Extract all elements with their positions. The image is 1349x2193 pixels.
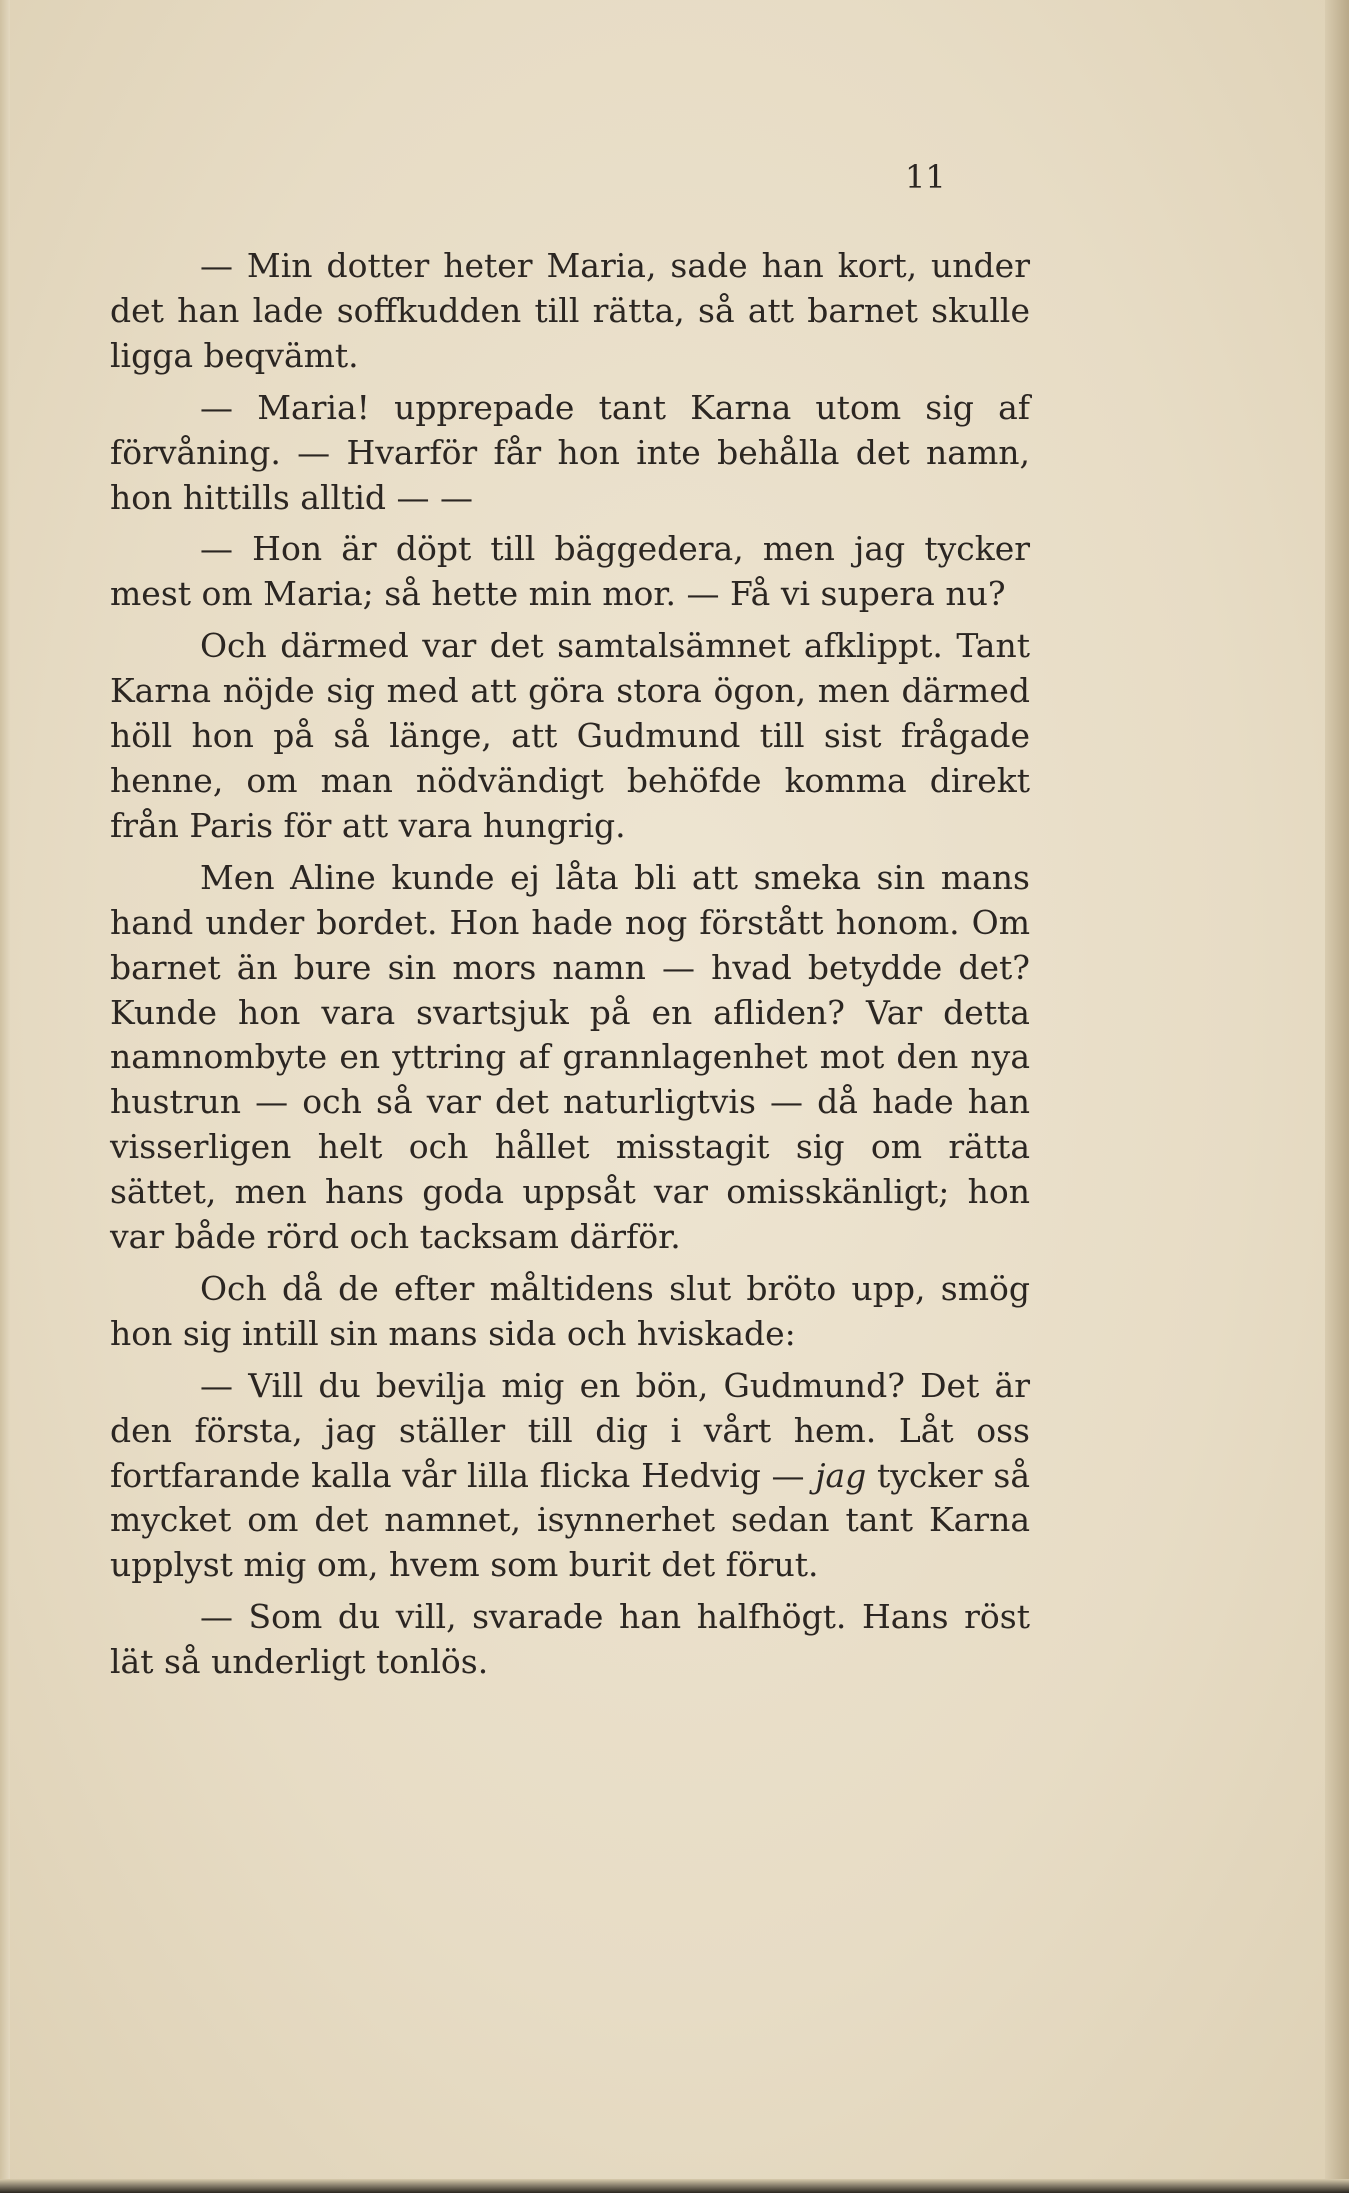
paragraph-3: — Hon är döpt till bäggedera, men jag tycker mest om Maria; så hette min mor. — Få vi supera nu? <box>110 529 1030 614</box>
page-right-edge <box>1325 0 1349 2193</box>
page-bottom-shadow <box>0 2179 1349 2193</box>
paragraph-5: Men Aline kunde ej låta bli att smeka sin mans hand under bordet. Hon hade nog förstått honom. Om barnet än bure sin mors namn — hvad betydde det? Kunde hon vara svartsjuk på en afliden? Var detta namnombyte en yttring af grannlagenhet mot den nya hustrun — och så var det naturligtvis — då hade han visserligen helt och hållet misstagit sig om rätta sättet, men hans goda uppsåt var omisskänligt; hon var både rörd och tacksam därför. <box>110 857 1030 1257</box>
paragraph-2: — Maria! upprepade tant Karna utom sig af förvåning. — Hvarför får hon inte behålla det namn, hon hittills alltid — — <box>110 387 1030 517</box>
paragraph-8: — Som du vill, svarade han halfhögt. Hans röst lät så underligt tonlös. <box>110 1597 1030 1682</box>
page-left-edge <box>0 0 10 2193</box>
paragraph-7-end: tycker så mycket om det namnet, isynnerhet sedan tant Karna upplyst mig om, hvem som burit det förut. <box>110 1455 1030 1585</box>
paragraph-7-start: — Vill du bevilja mig en bön, Gudmund? Det är den första, jag ställer till dig i vårt hem. Låt oss fortfarande kalla vår lilla flicka Hedvig — <box>110 1365 1030 1495</box>
paragraph-1: — Min dotter heter Maria, sade han kort, under det han lade soffkudden till rätta, så att barnet skulle ligga beqvämt. <box>110 246 1030 375</box>
paragraph-7 <box>110 1364 1030 1589</box>
body-text <box>110 244 1030 1685</box>
page-number: 11 <box>905 158 946 196</box>
paragraph-7-emphasis: jag <box>815 1455 867 1495</box>
paragraph-6: Och då de efter måltidens slut bröto upp, smög hon sig intill sin mans sida och hviskade: <box>110 1268 1030 1353</box>
paragraph-4: Och därmed var det samtalsämnet afklippt. Tant Karna nöjde sig med att göra stora ögon, men därmed höll hon på så länge, att Gudmund till sist frågade henne, om man nödvändigt behöfde komma direkt från Paris för att vara hungrig. <box>110 626 1030 845</box>
